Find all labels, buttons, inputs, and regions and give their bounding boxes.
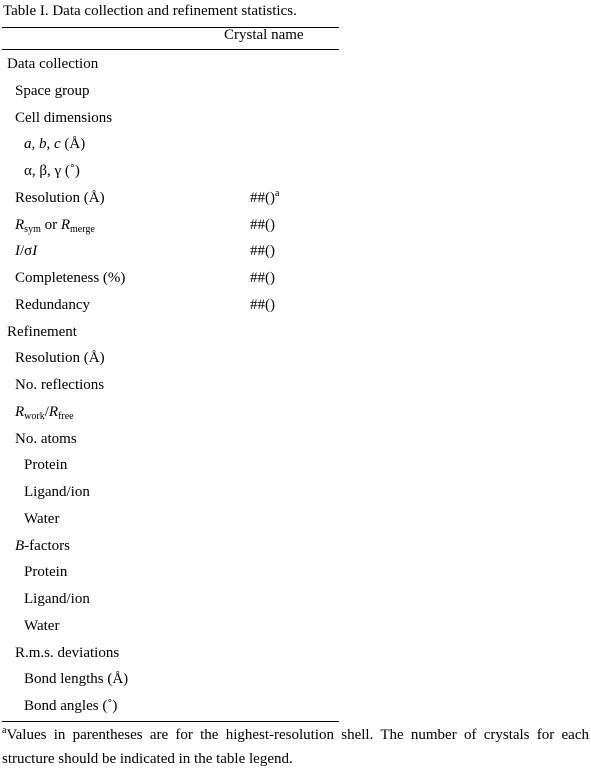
row-label: Ligand/ion xyxy=(24,591,90,607)
label-fragment: R xyxy=(60,216,71,233)
row-label: Refinement xyxy=(7,323,77,340)
row-label: Protein xyxy=(24,457,68,474)
row-value: ##() xyxy=(250,296,275,313)
footnote-line-2: structure should be indicated in the table legend. xyxy=(2,751,293,767)
label-fragment: I xyxy=(32,243,38,260)
footnote-text-1: Values in parentheses are for the highest-resolution shell. The number of crystals for each xyxy=(6,727,589,743)
row-label: R.m.s. deviations xyxy=(15,644,120,661)
row-label: No. reflections xyxy=(15,377,105,393)
table-caption: Table I. Data collection and refinement statistics. xyxy=(3,3,297,19)
row-label: Resolution (Å) xyxy=(15,350,105,367)
row-label-i-sigma-i: I/σI xyxy=(15,243,38,260)
table-row xyxy=(0,293,340,320)
row-label: Completeness (%) xyxy=(15,270,126,286)
row-label: Data collection xyxy=(7,56,99,72)
table-row xyxy=(0,346,340,373)
row-label-b-factors: B-factors xyxy=(15,537,70,554)
table-row xyxy=(0,79,340,106)
row-label-cell-lengths: a, b, c (Å) xyxy=(24,136,86,153)
row-label: Protein xyxy=(24,564,68,581)
footnote-marker: a xyxy=(275,187,280,199)
table-body xyxy=(0,52,340,721)
table-row xyxy=(0,373,340,400)
footnote-marker: a xyxy=(2,725,7,736)
table-row xyxy=(0,132,340,159)
row-label: Water xyxy=(24,617,60,634)
table-row xyxy=(0,694,340,721)
row-label: No. atoms xyxy=(15,430,77,447)
table-row-section-refinement xyxy=(0,320,340,347)
table-row xyxy=(0,266,340,293)
footnote-line-1 xyxy=(2,723,589,747)
table-row xyxy=(0,507,340,534)
row-label: Water xyxy=(24,510,60,527)
header-rule xyxy=(2,49,339,50)
row-value: ##() xyxy=(250,270,275,286)
table-row xyxy=(0,159,340,186)
label-fragment: B xyxy=(15,537,25,554)
table-footnote xyxy=(2,723,589,771)
row-label: Space group xyxy=(15,82,90,99)
value-text: ##() xyxy=(250,189,275,206)
column-header: Crystal name xyxy=(224,27,304,43)
row-label: Bond angles (˚) xyxy=(24,698,118,714)
label-fragment: a xyxy=(24,136,32,153)
label-fragment: R xyxy=(15,216,25,233)
table-row xyxy=(0,239,340,266)
label-fragment: work xyxy=(24,410,45,422)
row-label-rsym-rmerge: $R_{sym}$ or $R_{merge}$ xyxy=(15,216,95,235)
label-fragment: sym xyxy=(24,223,41,235)
table-row xyxy=(0,427,340,454)
row-value: ##() xyxy=(250,243,275,260)
table-row xyxy=(0,453,340,480)
label-fragment: R xyxy=(48,403,59,420)
label-fragment: I xyxy=(15,243,20,260)
table-row xyxy=(0,614,340,641)
table-row xyxy=(0,667,340,694)
row-label: Bond lengths (Å) xyxy=(24,671,129,688)
row-label-rwork-rfree: $R_{work}/R_{free}$ xyxy=(15,403,74,422)
bottom-rule xyxy=(2,721,339,722)
row-label: Resolution (Å) xyxy=(15,189,105,206)
label-fragment: b xyxy=(39,136,47,153)
table-row xyxy=(0,400,340,427)
label-fragment: free xyxy=(58,410,74,422)
row-value: ##() xyxy=(250,216,275,233)
row-label: Cell dimensions xyxy=(15,109,113,126)
table-row xyxy=(0,186,340,213)
row-label: α, β, γ (˚) xyxy=(24,163,80,179)
table-row xyxy=(0,641,340,668)
row-value xyxy=(250,188,279,208)
table-row xyxy=(0,480,340,507)
table-row-section-data-collection xyxy=(0,52,340,79)
table-row xyxy=(0,106,340,133)
row-label: Ligand/ion xyxy=(24,484,90,500)
row-label: Redundancy xyxy=(15,296,90,313)
label-fragment: c xyxy=(54,136,61,153)
label-fragment: R xyxy=(15,403,25,420)
label-fragment: merge xyxy=(70,223,95,235)
table-row xyxy=(0,213,340,240)
table-row xyxy=(0,534,340,561)
table-row xyxy=(0,560,340,587)
table-row xyxy=(0,587,340,614)
